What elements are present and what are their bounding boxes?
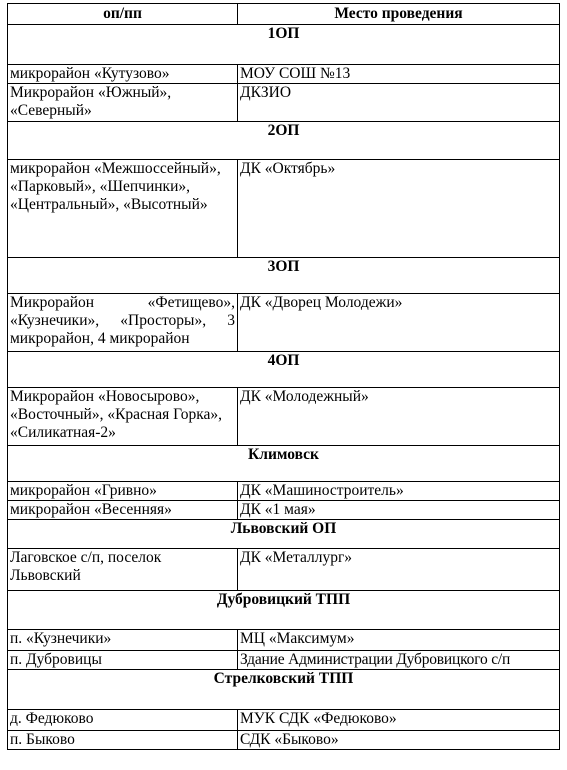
header-venue: Место проведения xyxy=(238,4,560,25)
area-cell: п. Быково xyxy=(8,731,238,750)
table-row xyxy=(8,651,560,670)
area-cell: Микрорайон «Южный», «Северный» xyxy=(8,84,238,122)
table-row xyxy=(8,630,560,651)
table-row xyxy=(8,710,560,731)
venue-cell: МЦ «Максимум» xyxy=(238,630,560,651)
table-row xyxy=(8,501,560,520)
header-area: оп/пп xyxy=(8,4,238,25)
group-title: Дубровицкий ТПП xyxy=(8,591,560,630)
venue-cell: СДК «Быково» xyxy=(238,731,560,750)
events-table xyxy=(7,3,560,750)
group-row xyxy=(8,122,560,160)
venue-cell: ДК «Октябрь» xyxy=(238,160,560,258)
area-cell: д. Федюково xyxy=(8,710,238,731)
venue-cell: ДК «Молодежный» xyxy=(238,388,560,446)
venue-cell: МУК СДК «Федюково» xyxy=(238,710,560,731)
group-row xyxy=(8,258,560,294)
table-row xyxy=(8,388,560,446)
venue-cell: ДК «Дворец Молодежи» xyxy=(238,294,560,352)
table-header-row xyxy=(8,4,560,25)
table-row xyxy=(8,84,560,122)
group-title: Климовск xyxy=(8,446,560,482)
group-row xyxy=(8,352,560,388)
group-row xyxy=(8,670,560,710)
table-row xyxy=(8,549,560,591)
group-title: Стрелковский ТПП xyxy=(8,670,560,710)
group-title: 2ОП xyxy=(8,122,560,160)
venue-cell: ДКЗИО xyxy=(238,84,560,122)
table-row xyxy=(8,65,560,84)
table-row xyxy=(8,731,560,750)
area-cell: Микрорайон «Новосырово», «Восточный», «Красная Горка», «Силикатная-2» xyxy=(8,388,238,446)
area-cell: Лаговское с/п, поселок Львовский xyxy=(8,549,238,591)
venue-cell: Здание Администрации Дубровицкого с/п xyxy=(238,651,560,670)
group-title: 4ОП xyxy=(8,352,560,388)
group-row xyxy=(8,520,560,549)
area-cell: микрорайон «Межшоссейный», «Парковый», «Шепчинки», «Центральный», «Высотный» xyxy=(8,160,238,258)
venue-cell: МОУ СОШ №13 xyxy=(238,65,560,84)
table-row xyxy=(8,294,560,352)
area-cell: микрорайон «Гривно» xyxy=(8,482,238,501)
table-row xyxy=(8,160,560,258)
group-title: Львовский ОП xyxy=(8,520,560,549)
group-row xyxy=(8,25,560,65)
group-row xyxy=(8,446,560,482)
group-title: 1ОП xyxy=(8,25,560,65)
venue-cell: ДК «Машиностроитель» xyxy=(238,482,560,501)
venue-cell: ДК «Металлург» xyxy=(238,549,560,591)
area-cell: Микрорайон «Фетищево», «Кузнечики», «Просторы», 3 микрорайон, 4 микрорайон xyxy=(8,294,238,352)
venue-cell: ДК «1 мая» xyxy=(238,501,560,520)
table-row xyxy=(8,482,560,501)
group-title: 3ОП xyxy=(8,258,560,294)
area-cell: п. Дубровицы xyxy=(8,651,238,670)
area-cell: микрорайон «Весенняя» xyxy=(8,501,238,520)
area-cell: п. «Кузнечики» xyxy=(8,630,238,651)
group-row xyxy=(8,591,560,630)
area-cell: микрорайон «Кутузово» xyxy=(8,65,238,84)
